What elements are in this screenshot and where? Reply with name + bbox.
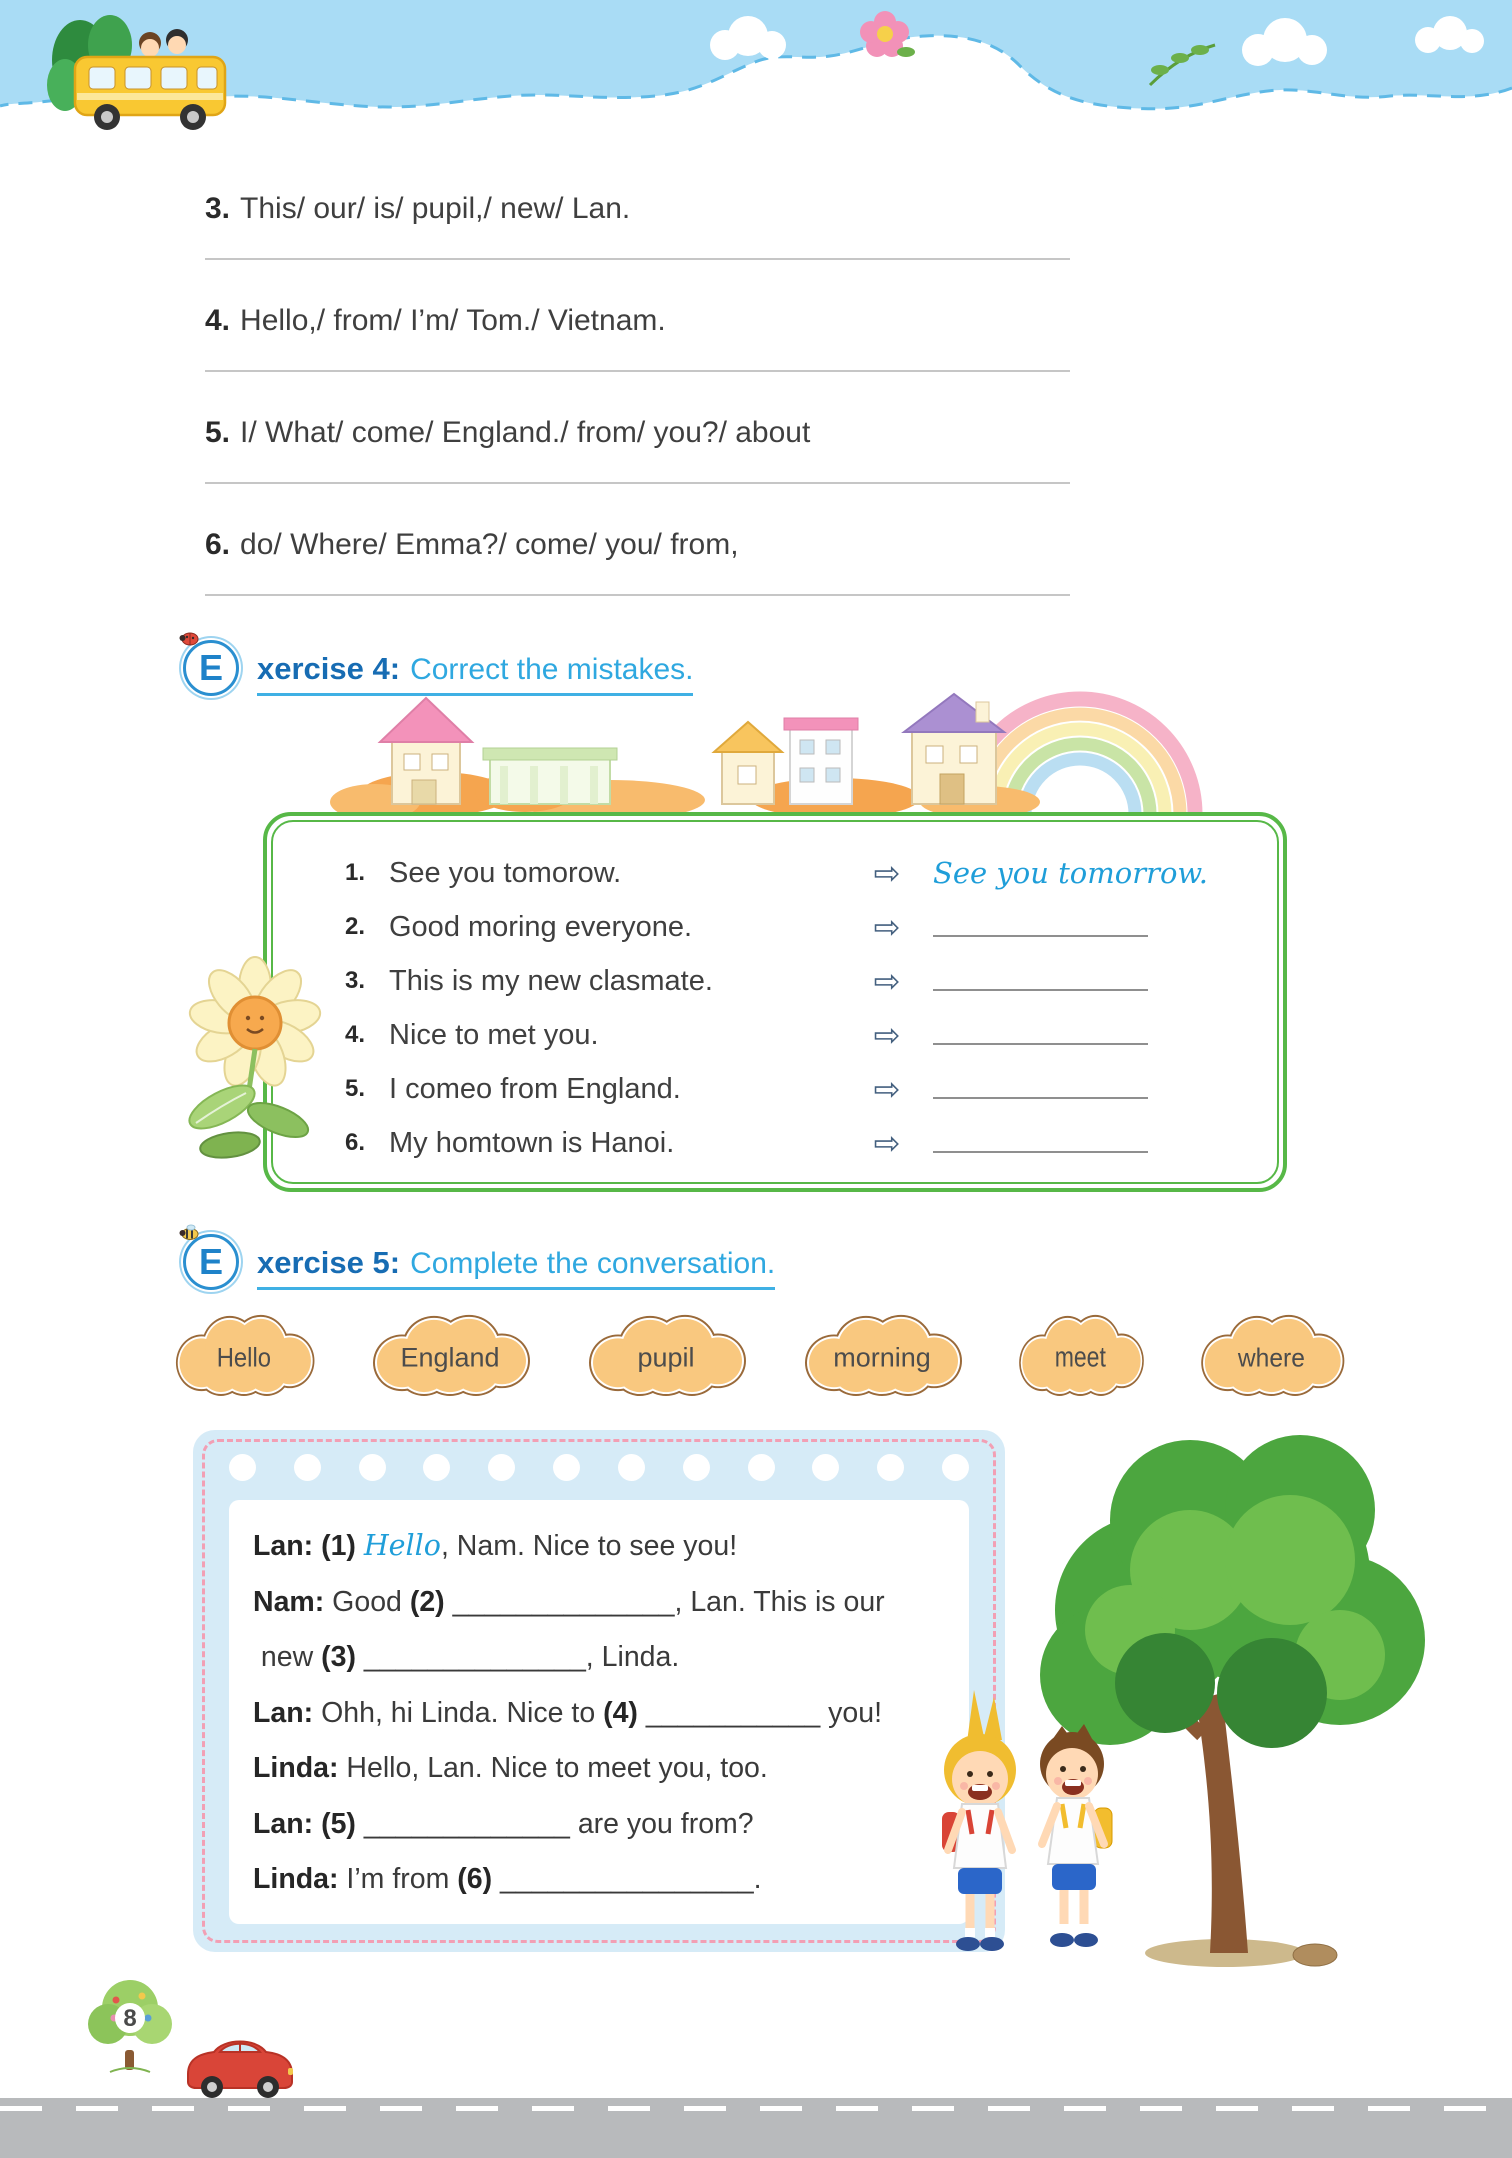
conversation-line <box>253 1852 945 1908</box>
hole <box>423 1454 450 1481</box>
exercise-title <box>257 1245 775 1290</box>
arrow-icon: ⇨ <box>873 1071 901 1107</box>
exercise-badge <box>183 1234 239 1290</box>
dialogue-segment: Good <box>324 1585 410 1618</box>
question-item <box>205 414 1085 484</box>
header-illustration <box>0 0 1512 170</box>
ladybug-icon <box>178 630 200 646</box>
answer-text: Hello <box>363 1529 441 1562</box>
svg-text:morning: morning <box>833 1342 931 1373</box>
conversation-line <box>253 1575 945 1631</box>
mistake-row <box>345 846 1283 900</box>
hole <box>877 1454 904 1481</box>
svg-text:Hello: Hello <box>216 1343 272 1373</box>
row-number: 5. <box>345 1075 366 1102</box>
fill-blank[interactable]: ______________ <box>444 1585 675 1618</box>
question-number: 5. <box>205 416 231 449</box>
fill-blank[interactable]: ______________ <box>355 1641 586 1673</box>
row-number: 1. <box>345 859 366 886</box>
conversation-panel <box>229 1500 969 1924</box>
word-chip[interactable] <box>1193 1312 1348 1396</box>
word-chip[interactable] <box>796 1312 966 1396</box>
dialogue-segment: Linda: <box>253 1752 339 1784</box>
bee-icon <box>178 1224 200 1240</box>
answer-blank[interactable] <box>933 971 1148 991</box>
exercise-title-label: xercise 4: <box>257 651 401 686</box>
boy-figure <box>1040 1724 1112 1947</box>
answer-line[interactable] <box>205 482 1070 484</box>
question-text: Hello,/ from/ I’m/ Tom./ Vietnam. <box>240 304 666 337</box>
exercise-subtitle: Complete the conversation. <box>410 1247 776 1280</box>
question-number: 3. <box>205 192 231 225</box>
dialogue-segment: Lan: <box>253 1696 314 1729</box>
word-chip[interactable] <box>1012 1312 1147 1396</box>
exercise-title-label: xercise 5: <box>257 1245 401 1280</box>
mistake-row <box>345 900 1283 954</box>
question-text: do/ Where/ Emma?/ come/ you/ from, <box>240 528 739 561</box>
dialogue-segment: Hello, Lan. Nice to meet you, too. <box>338 1752 768 1784</box>
question-number: 4. <box>205 304 231 337</box>
dialogue-segment: (4) <box>603 1696 638 1729</box>
house-icon <box>714 722 782 804</box>
conversation-line <box>253 1518 945 1575</box>
children-illustration <box>912 1682 1147 1962</box>
dialogue-segment: , Nam. Nice to see you! <box>440 1530 738 1562</box>
hole <box>359 1454 386 1481</box>
mistake-row <box>345 954 1283 1008</box>
answer-line[interactable] <box>205 370 1070 372</box>
hole <box>229 1454 256 1481</box>
svg-text:England: England <box>400 1342 500 1373</box>
road-dashes <box>0 2106 1512 2111</box>
svg-text:meet: meet <box>1054 1342 1106 1374</box>
word-chip[interactable] <box>364 1312 534 1396</box>
dialogue-segment: Lan: (1) <box>253 1530 364 1562</box>
house-icon <box>904 694 1004 804</box>
mistake-sentence: I comeo from England. <box>389 1072 681 1105</box>
conversation-line <box>253 1686 945 1742</box>
dialogue-segment: new <box>253 1641 322 1673</box>
dialogue-segment: you! <box>820 1696 883 1729</box>
conversation-line <box>253 1630 945 1686</box>
mistake-sentence: Good moring everyone. <box>389 910 693 943</box>
svg-text:pupil: pupil <box>637 1342 695 1373</box>
flower-illustration <box>160 945 360 1185</box>
word-chip[interactable] <box>168 1312 318 1396</box>
corrected-answer: See you tomorrow. <box>933 856 1209 890</box>
question-number: 6. <box>205 528 231 561</box>
conversation-card <box>193 1430 1005 1952</box>
badge-letter: E <box>198 647 223 688</box>
answer-blank[interactable] <box>933 1079 1148 1099</box>
mistake-sentence: See you tomorow. <box>389 856 622 889</box>
question-text: I/ What/ come/ England./ from/ you?/ about <box>240 416 811 449</box>
answer-blank[interactable] <box>933 917 1148 937</box>
hole <box>942 1454 969 1481</box>
row-number: 4. <box>345 1021 366 1048</box>
exercise5-heading <box>183 1234 775 1290</box>
dialogue-segment: I’m from <box>338 1863 458 1895</box>
svg-text:where: where <box>1237 1343 1305 1373</box>
house-icon <box>483 748 617 804</box>
arrow-icon: ⇨ <box>873 1125 901 1161</box>
exercise-badge <box>183 640 239 696</box>
answer-blank[interactable] <box>933 1025 1148 1045</box>
fill-blank[interactable]: ___________ <box>637 1696 821 1729</box>
arrow-icon: ⇨ <box>873 963 901 999</box>
dialogue-segment: Ohh, hi Linda. Nice to <box>313 1696 604 1729</box>
dialogue-segment: , Linda. <box>585 1641 680 1673</box>
mistake-row <box>345 1062 1283 1116</box>
arrow-icon: ⇨ <box>873 1017 901 1053</box>
question-item <box>205 190 1085 260</box>
fill-blank[interactable]: _____________ <box>355 1807 570 1840</box>
word-bank <box>168 1312 1348 1396</box>
mistake-row <box>345 1008 1283 1062</box>
binder-holes <box>229 1454 969 1481</box>
dialogue-segment: , Lan. This is our <box>674 1585 885 1618</box>
road-strip <box>0 2098 1512 2158</box>
exercise-title <box>257 651 693 696</box>
dialogue-segment: (6) <box>457 1863 493 1895</box>
mistake-sentence: Nice to met you. <box>389 1018 599 1051</box>
unscramble-questions <box>205 190 1085 638</box>
mistake-row <box>345 1116 1283 1170</box>
question-text: This/ our/ is/ pupil,/ new/ Lan. <box>240 192 631 225</box>
badge-letter: E <box>198 1241 223 1282</box>
mistake-sentence: My homtown is Hanoi. <box>389 1126 675 1159</box>
page-number: 8 <box>123 2005 137 2032</box>
row-number: 6. <box>345 1129 366 1156</box>
answer-blank[interactable] <box>933 1133 1148 1153</box>
hole <box>488 1454 515 1481</box>
row-number: 3. <box>345 967 366 994</box>
dialogue-segment: . <box>753 1863 762 1895</box>
answer-line[interactable] <box>205 594 1070 596</box>
dialogue-segment: (2) <box>409 1585 445 1618</box>
dialogue-segment: are you from? <box>569 1807 754 1840</box>
hole <box>683 1454 710 1481</box>
word-chip[interactable] <box>580 1312 750 1396</box>
hole <box>553 1454 580 1481</box>
exercise4-heading <box>183 640 693 696</box>
girl-figure <box>942 1690 1016 1951</box>
question-item <box>205 302 1085 372</box>
hole <box>812 1454 839 1481</box>
dialogue-segment: Nam: <box>253 1585 325 1618</box>
village-rainbow-illustration <box>320 682 1220 814</box>
mistake-sentence: This is my new clasmate. <box>389 964 713 997</box>
hole <box>618 1454 645 1481</box>
car-icon <box>180 2026 298 2100</box>
row-number: 2. <box>345 913 366 940</box>
fill-blank[interactable]: ________________ <box>492 1863 754 1895</box>
arrow-icon: ⇨ <box>873 855 901 891</box>
page-number-tree <box>80 1966 180 2086</box>
house-icon <box>784 718 858 804</box>
hole <box>294 1454 321 1481</box>
dialogue-segment: (3) <box>321 1641 356 1673</box>
question-item <box>205 526 1085 596</box>
dialogue-segment: Linda: <box>253 1863 339 1895</box>
answer-line[interactable] <box>205 258 1070 260</box>
dialogue-segment: Lan: (5) <box>253 1807 356 1840</box>
conversation-line <box>253 1741 945 1797</box>
exercise-subtitle: Correct the mistakes. <box>410 653 694 686</box>
house-icon <box>380 698 472 804</box>
hole <box>748 1454 775 1481</box>
conversation-line <box>253 1797 945 1853</box>
exercise4-box <box>263 812 1287 1192</box>
arrow-icon: ⇨ <box>873 909 901 945</box>
